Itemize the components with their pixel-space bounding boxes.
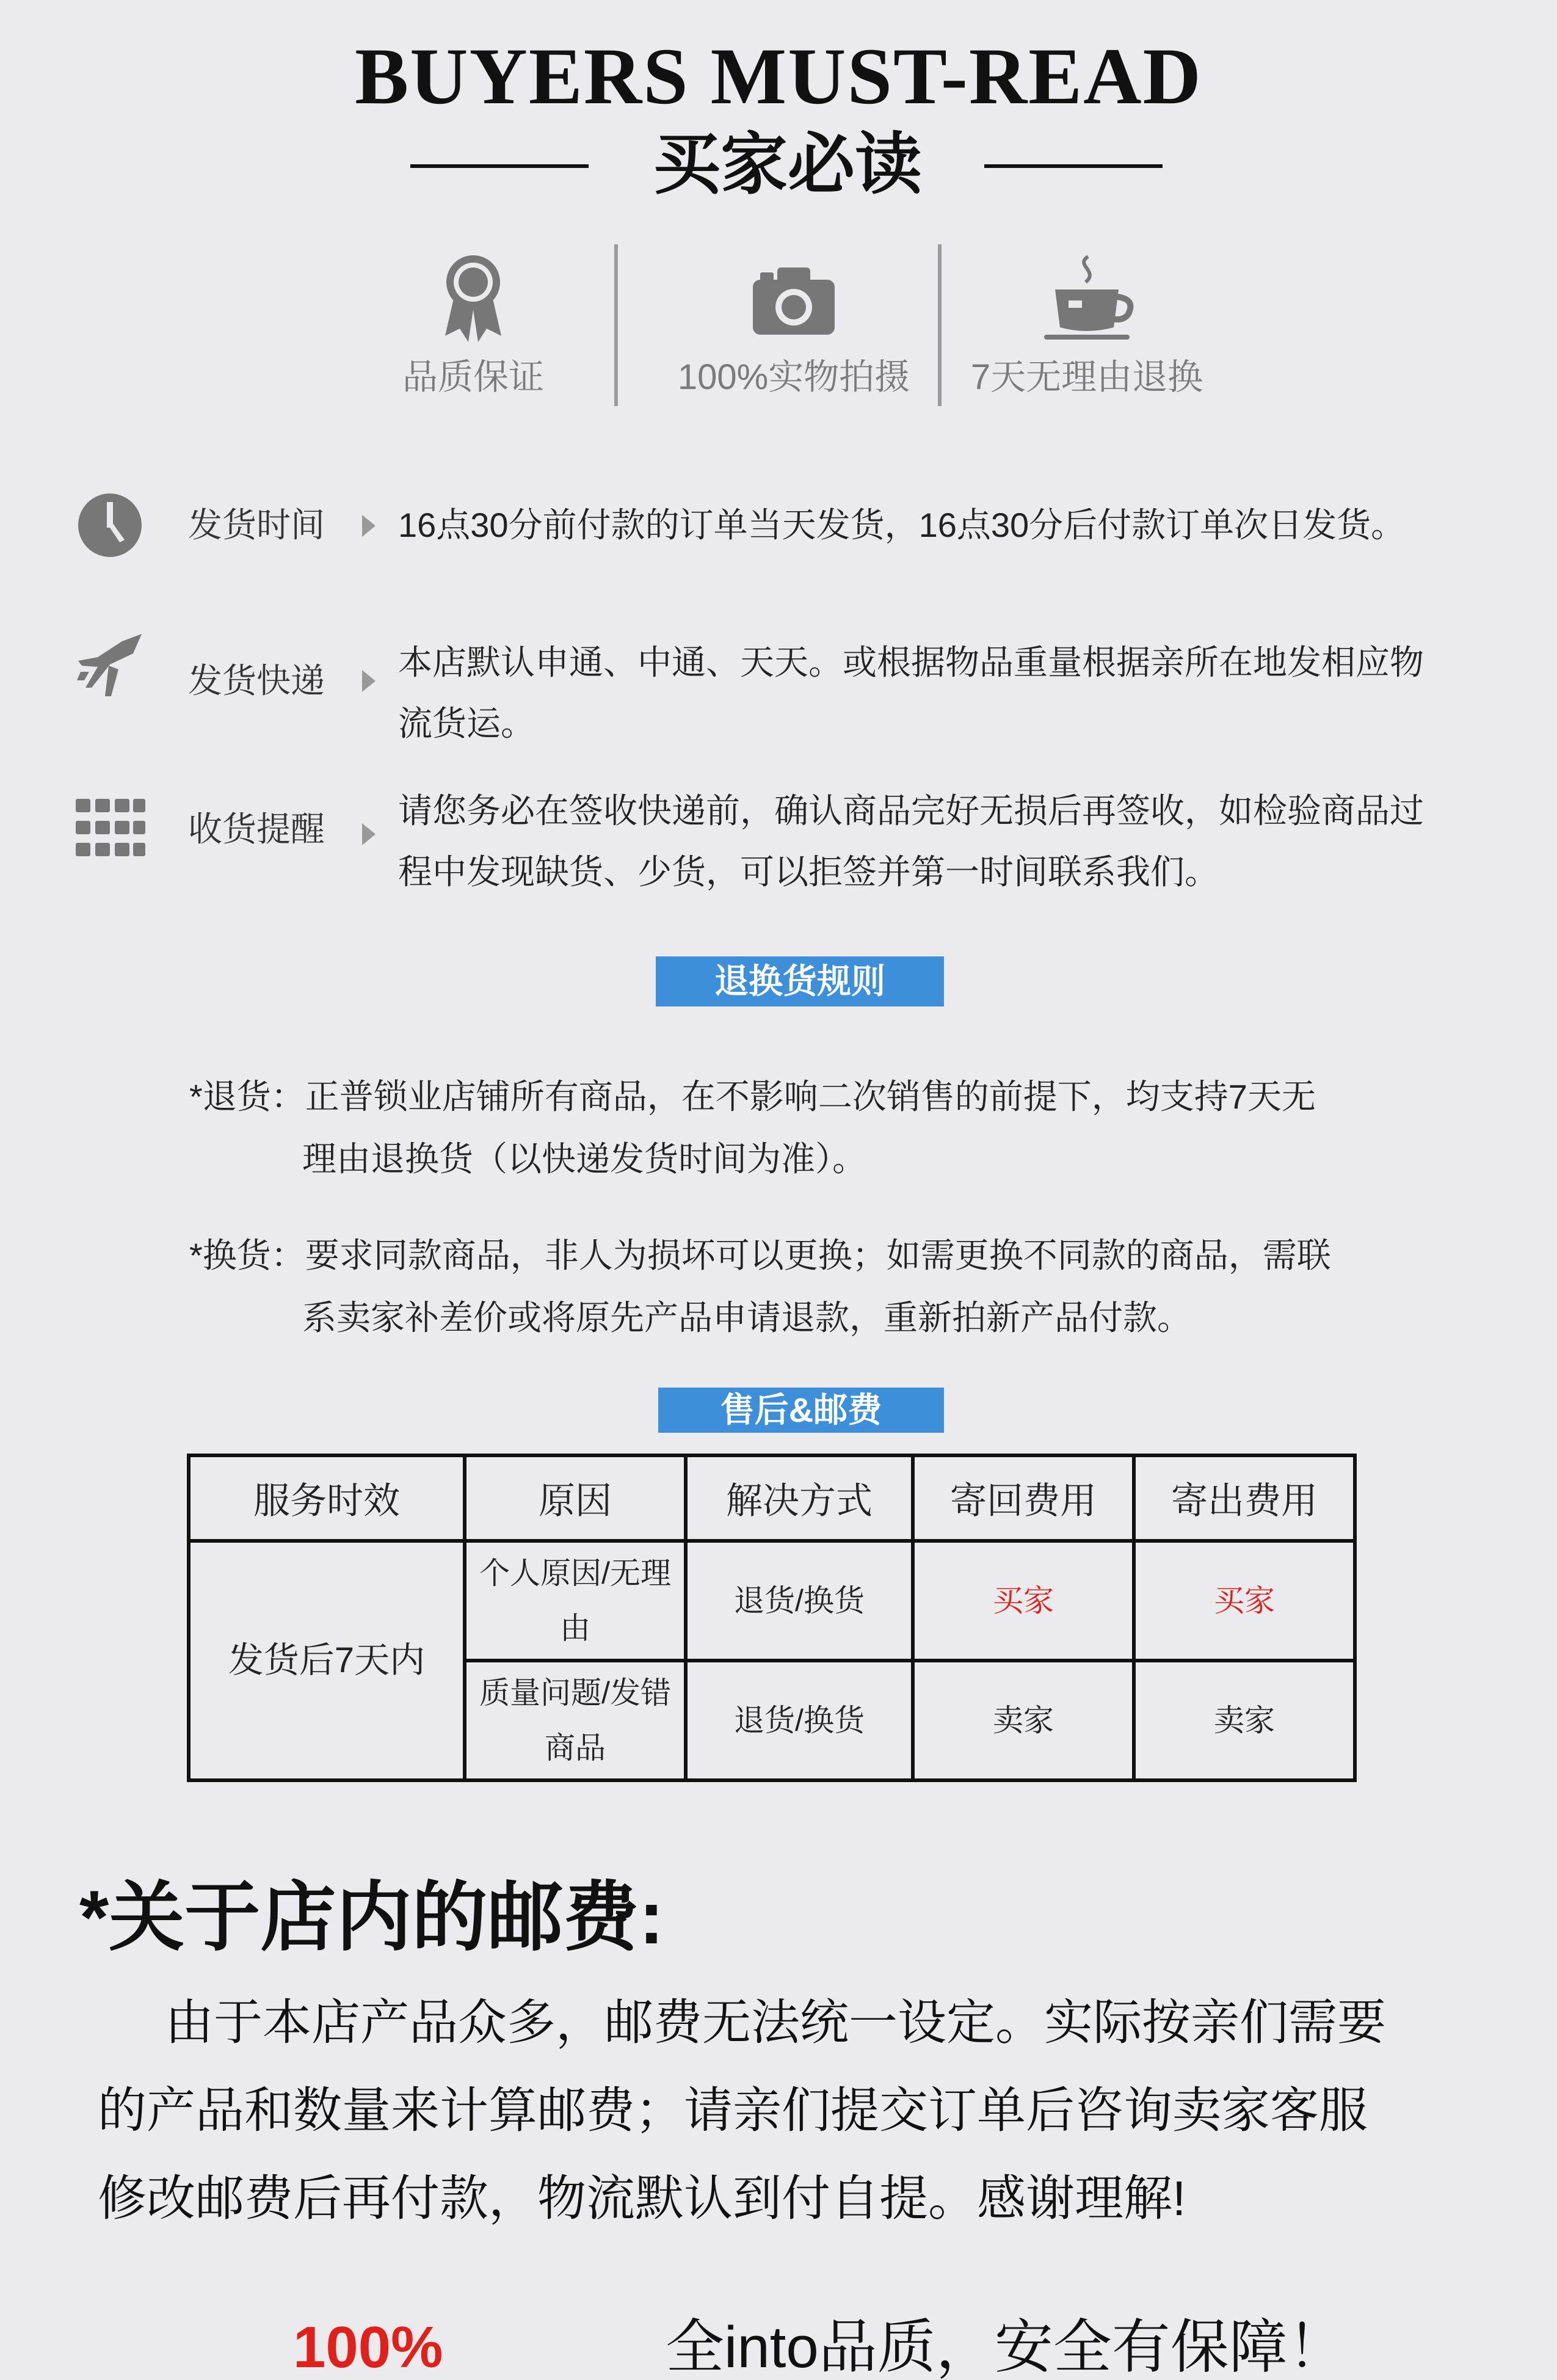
reason-line: 由 <box>560 1611 590 1645</box>
table-cell-solution: 退货/换货 <box>686 1661 913 1780</box>
policy-return <box>189 1066 1386 1190</box>
table-header: 解决方式 <box>686 1455 913 1541</box>
info-title-courier: 发货快递 <box>188 661 325 700</box>
postage-heading: *关于店内的邮费: <box>79 1876 664 1960</box>
postage-line: 的产品和数量来计算邮费；请亲们提交订单后咨询卖家客服 <box>98 2083 1368 2138</box>
table-header: 寄出费用 <box>1134 1455 1355 1541</box>
feature-quality <box>379 250 568 415</box>
postage-line: 修改邮费后再付款，物流默认到付自提。感谢理解! <box>98 2171 1186 2225</box>
table-cell-reason <box>465 1541 686 1661</box>
title-rule-right <box>984 164 1163 168</box>
postage-line: 由于本店产品众多，邮费无法统一设定。实际按亲们需要 <box>165 1995 1386 2050</box>
slogan-highlight: 100% <box>293 2315 443 2380</box>
table-cell-return-cost: 卖家 <box>913 1661 1134 1780</box>
info-line: 程中发现缺货、少货，可以拒签并第一时间联系我们。 <box>398 853 1219 891</box>
info-line: 流货运。 <box>398 704 535 743</box>
table-row <box>189 1541 1355 1661</box>
reason-line: 商品 <box>545 1731 606 1765</box>
table-header-row <box>189 1455 1355 1541</box>
policy-line: *换货：要求同款商品，非人为损坏可以更换；如需更换不同款的商品，需联 <box>189 1236 1331 1275</box>
feature-label: 100%实物拍摄 <box>677 357 910 397</box>
table-header: 原因 <box>465 1455 686 1541</box>
table-cell-send-cost: 买家 <box>1134 1541 1355 1661</box>
info-text-courier <box>398 632 1461 754</box>
reason-line: 个人原因/无理 <box>479 1556 671 1590</box>
page-title-cn-row <box>0 125 1557 205</box>
info-line: 本店默认申通、中通、天天。或根据物品重量根据亲所在地发相应物 <box>398 643 1424 682</box>
policy-line: *退货：正普锁业店铺所有商品，在不影响二次销售的前提下，均支持7天无 <box>189 1077 1316 1116</box>
info-text-receipt <box>398 781 1461 903</box>
section-badge-after-sales: 售后&邮费 <box>658 1388 944 1433</box>
info-title-ship-time: 发货时间 <box>188 506 325 544</box>
feature-label: 7天无理由退换 <box>970 357 1203 397</box>
grid-icon <box>73 793 147 866</box>
chevron-right-icon <box>362 515 376 537</box>
clock-icon <box>73 489 147 562</box>
section-badge-return-rules: 退换货规则 <box>656 956 944 1006</box>
postage-body <box>98 1979 1441 2243</box>
table-cell-send-cost: 卖家 <box>1134 1661 1355 1780</box>
info-line: 请您务必在签收快递前，确认商品完好无损后再签收，如检验商品过 <box>398 792 1424 830</box>
table-header: 寄回费用 <box>913 1455 1134 1541</box>
feature-divider <box>614 244 618 406</box>
page-title-en: BUYERS MUST-READ <box>355 31 1202 121</box>
airplane-icon <box>73 629 147 702</box>
feature-divider <box>938 244 942 406</box>
feature-label: 品质保证 <box>402 357 544 397</box>
award-ribbon-icon <box>437 250 510 348</box>
after-sales-table <box>187 1454 1357 1782</box>
table-cell-return-cost: 买家 <box>913 1541 1134 1661</box>
table-header: 服务时效 <box>189 1455 465 1541</box>
page-title-cn: 买家必读 <box>653 127 922 202</box>
policy-line: 系卖家补差价或将原先产品申请退款，重新拍新产品付款。 <box>302 1298 1191 1337</box>
info-title-receipt: 收货提醒 <box>188 810 325 848</box>
feature-7day-return <box>959 250 1215 415</box>
reason-line: 质量问题/发错 <box>479 1676 671 1710</box>
info-text-ship-time <box>398 495 1461 556</box>
policy-line: 理由退换货（以快递发货时间为准）。 <box>302 1140 866 1178</box>
table-cell-reason <box>465 1661 686 1780</box>
chevron-right-icon <box>362 670 376 692</box>
feature-real-photos <box>647 250 940 415</box>
policy-exchange <box>189 1225 1386 1349</box>
table-cell-period: 发货后7天内 <box>189 1541 465 1780</box>
chevron-right-icon <box>362 823 376 845</box>
coffee-cup-icon <box>1032 250 1142 348</box>
title-rule-left <box>410 164 589 168</box>
bottom-slogan-cropped <box>293 2309 1346 2380</box>
slogan-text: 全into品质，安全有保障！ <box>666 2315 1346 2380</box>
table-cell-solution: 退货/换货 <box>686 1541 913 1661</box>
info-line: 16点30分前付款的订单当天发货，16点30分后付款订单次日发货。 <box>398 506 1406 544</box>
camera-icon <box>748 250 840 348</box>
